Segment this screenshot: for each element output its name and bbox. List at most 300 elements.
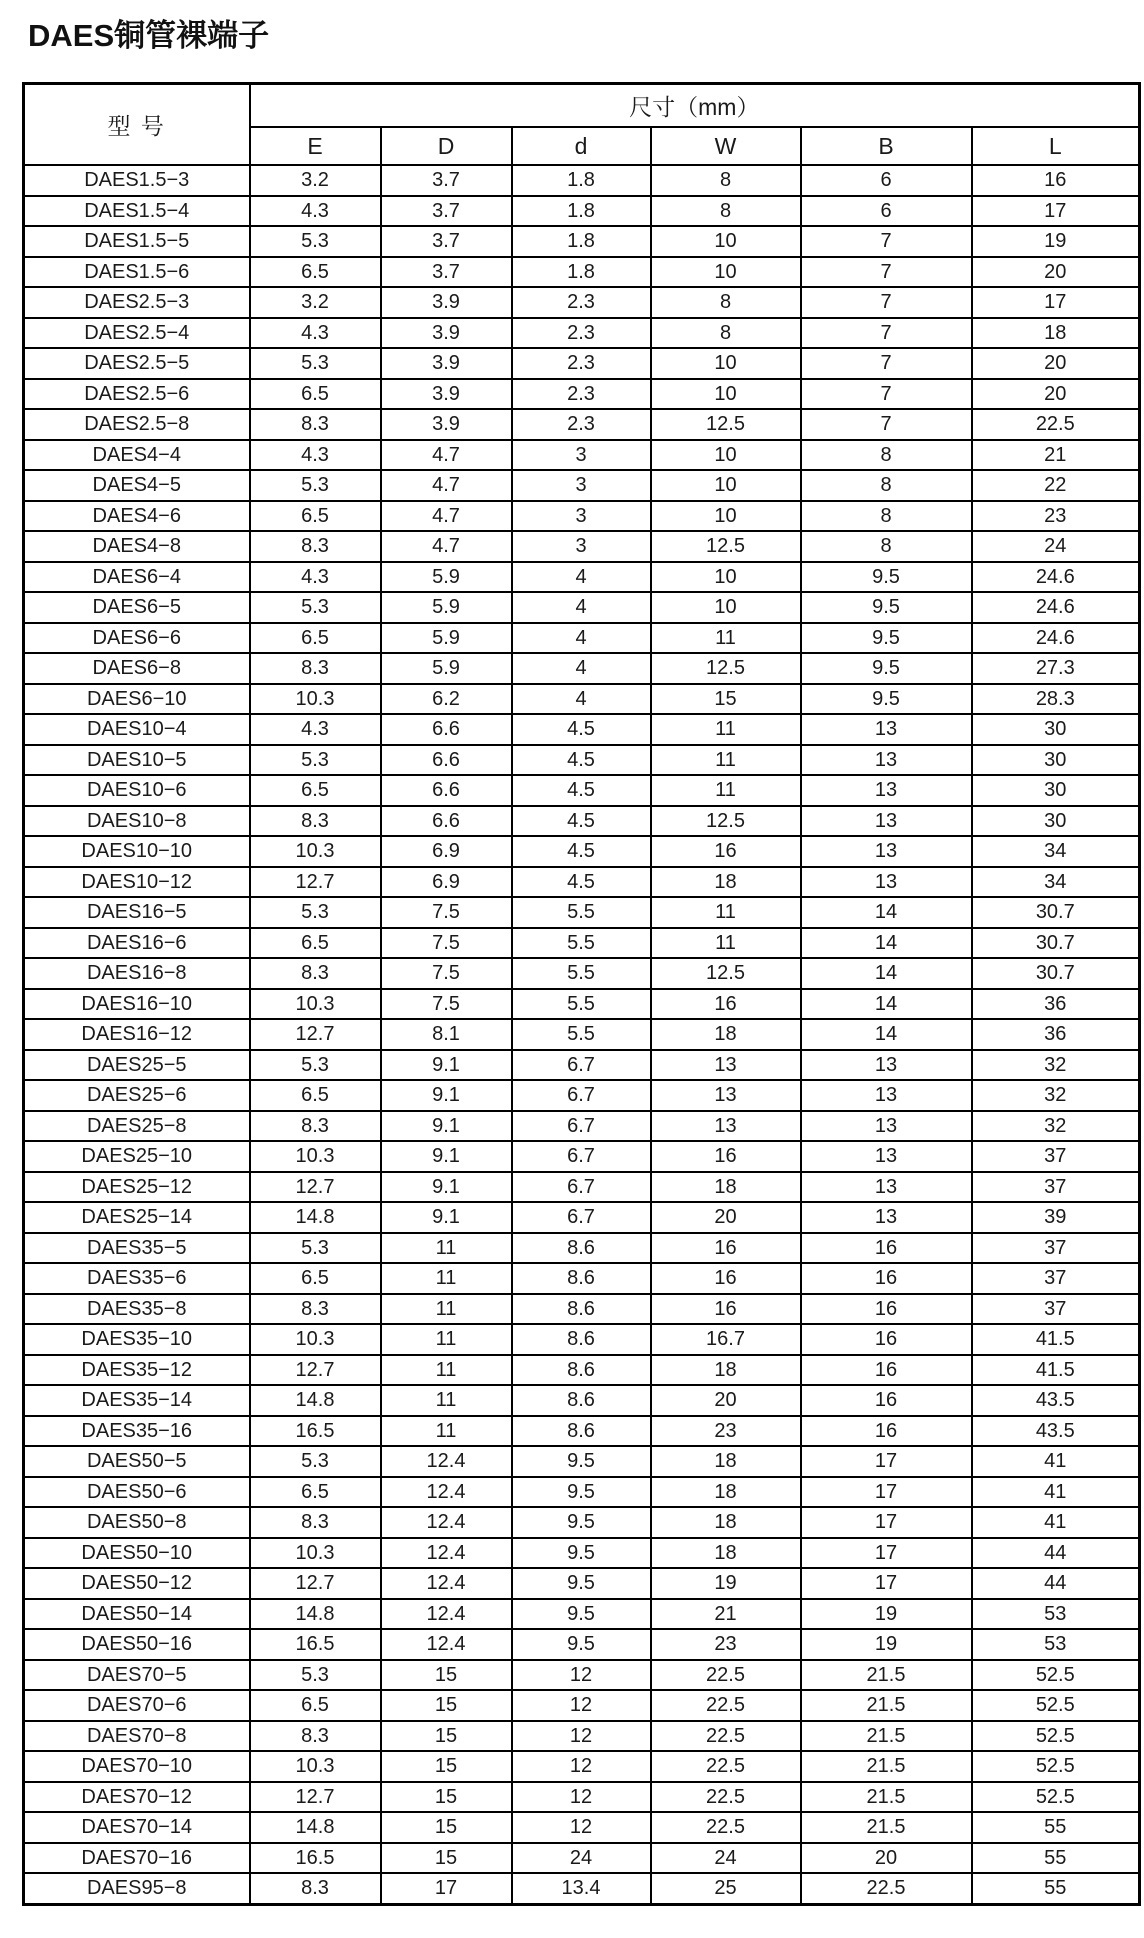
value-cell: 8.6 <box>512 1294 651 1325</box>
value-cell: 9.5 <box>801 653 972 684</box>
value-cell: 44 <box>972 1568 1140 1599</box>
table-row <box>24 775 1140 806</box>
value-cell: 5.3 <box>250 1446 381 1477</box>
value-cell: 17 <box>801 1538 972 1569</box>
value-cell: 20 <box>972 348 1140 379</box>
value-cell: 14 <box>801 958 972 989</box>
value-cell: 24.6 <box>972 623 1140 654</box>
value-cell: 37 <box>972 1263 1140 1294</box>
value-cell: 5.3 <box>250 897 381 928</box>
value-cell: 12.5 <box>651 409 801 440</box>
value-cell: 8.3 <box>250 958 381 989</box>
table-row <box>24 1507 1140 1538</box>
value-cell: 6.7 <box>512 1172 651 1203</box>
value-cell: 8 <box>651 287 801 318</box>
value-cell: 10 <box>651 257 801 288</box>
value-cell: 24.6 <box>972 592 1140 623</box>
value-cell: 13 <box>651 1111 801 1142</box>
value-cell: 12 <box>512 1690 651 1721</box>
value-cell: 22.5 <box>651 1751 801 1782</box>
model-cell: DAES2.5−5 <box>24 348 250 379</box>
table-row <box>24 592 1140 623</box>
value-cell: 12.7 <box>250 1355 381 1386</box>
table-row <box>24 531 1140 562</box>
value-cell: 4.5 <box>512 714 651 745</box>
value-cell: 43.5 <box>972 1385 1140 1416</box>
table-row <box>24 714 1140 745</box>
value-cell: 17 <box>801 1446 972 1477</box>
value-cell: 21.5 <box>801 1812 972 1843</box>
value-cell: 16 <box>651 1141 801 1172</box>
value-cell: 34 <box>972 836 1140 867</box>
value-cell: 8.3 <box>250 531 381 562</box>
value-cell: 22.5 <box>651 1721 801 1752</box>
value-cell: 12 <box>512 1812 651 1843</box>
table-row <box>24 989 1140 1020</box>
value-cell: 16 <box>651 989 801 1020</box>
table-row <box>24 1751 1140 1782</box>
table-row <box>24 348 1140 379</box>
value-cell: 8.6 <box>512 1385 651 1416</box>
value-cell: 12.7 <box>250 1782 381 1813</box>
value-cell: 9.1 <box>381 1080 512 1111</box>
value-cell: 10 <box>651 470 801 501</box>
model-cell: DAES4−4 <box>24 440 250 471</box>
value-cell: 12.5 <box>651 531 801 562</box>
value-cell: 11 <box>381 1263 512 1294</box>
model-cell: DAES35−14 <box>24 1385 250 1416</box>
value-cell: 10 <box>651 226 801 257</box>
value-cell: 11 <box>651 775 801 806</box>
value-cell: 8.3 <box>250 1294 381 1325</box>
value-cell: 52.5 <box>972 1721 1140 1752</box>
value-cell: 14 <box>801 1019 972 1050</box>
model-cell: DAES25−5 <box>24 1050 250 1081</box>
model-cell: DAES25−14 <box>24 1202 250 1233</box>
value-cell: 24 <box>651 1843 801 1874</box>
value-cell: 13 <box>801 714 972 745</box>
value-cell: 7.5 <box>381 958 512 989</box>
value-cell: 8 <box>801 531 972 562</box>
value-cell: 5.5 <box>512 1019 651 1050</box>
value-cell: 11 <box>651 897 801 928</box>
model-cell: DAES50−8 <box>24 1507 250 1538</box>
value-cell: 1.8 <box>512 226 651 257</box>
value-cell: 6.7 <box>512 1141 651 1172</box>
value-cell: 5.9 <box>381 653 512 684</box>
value-cell: 41.5 <box>972 1324 1140 1355</box>
value-cell: 16 <box>651 1294 801 1325</box>
value-cell: 18 <box>651 1446 801 1477</box>
value-cell: 14.8 <box>250 1812 381 1843</box>
value-cell: 13 <box>801 836 972 867</box>
model-cell: DAES10−5 <box>24 745 250 776</box>
table-row <box>24 1324 1140 1355</box>
value-cell: 18 <box>651 1538 801 1569</box>
value-cell: 16 <box>801 1294 972 1325</box>
value-cell: 6.6 <box>381 745 512 776</box>
table-row <box>24 409 1140 440</box>
value-cell: 3 <box>512 470 651 501</box>
value-cell: 53 <box>972 1599 1140 1630</box>
value-cell: 8.6 <box>512 1233 651 1264</box>
value-cell: 7.5 <box>381 897 512 928</box>
table-row <box>24 1599 1140 1630</box>
table-row <box>24 196 1140 227</box>
table-row <box>24 897 1140 928</box>
value-cell: 5.3 <box>250 745 381 776</box>
value-cell: 16 <box>651 836 801 867</box>
value-cell: 5.3 <box>250 1233 381 1264</box>
value-cell: 28.3 <box>972 684 1140 715</box>
model-cell: DAES6−6 <box>24 623 250 654</box>
value-cell: 19 <box>801 1629 972 1660</box>
value-cell: 53 <box>972 1629 1140 1660</box>
value-cell: 8 <box>651 318 801 349</box>
table-row <box>24 1172 1140 1203</box>
value-cell: 8.6 <box>512 1416 651 1447</box>
value-cell: 32 <box>972 1080 1140 1111</box>
model-cell: DAES50−12 <box>24 1568 250 1599</box>
value-cell: 30 <box>972 806 1140 837</box>
table-row <box>24 165 1140 196</box>
value-cell: 17 <box>801 1568 972 1599</box>
value-cell: 8.6 <box>512 1355 651 1386</box>
value-cell: 13 <box>801 867 972 898</box>
model-cell: DAES10−8 <box>24 806 250 837</box>
value-cell: 37 <box>972 1141 1140 1172</box>
table-row <box>24 562 1140 593</box>
table-row <box>24 1629 1140 1660</box>
value-cell: 7.5 <box>381 989 512 1020</box>
model-cell: DAES25−10 <box>24 1141 250 1172</box>
value-cell: 11 <box>381 1294 512 1325</box>
value-cell: 12.5 <box>651 806 801 837</box>
model-cell: DAES35−10 <box>24 1324 250 1355</box>
model-cell: DAES2.5−3 <box>24 287 250 318</box>
value-cell: 10 <box>651 592 801 623</box>
value-cell: 25 <box>651 1873 801 1904</box>
value-cell: 9.1 <box>381 1050 512 1081</box>
value-cell: 6 <box>801 165 972 196</box>
table-row <box>24 745 1140 776</box>
table-row <box>24 684 1140 715</box>
value-cell: 6.6 <box>381 806 512 837</box>
table-row <box>24 1660 1140 1691</box>
value-cell: 19 <box>972 226 1140 257</box>
value-cell: 3.9 <box>381 409 512 440</box>
value-cell: 8.3 <box>250 806 381 837</box>
value-cell: 18 <box>651 1477 801 1508</box>
value-cell: 10.3 <box>250 836 381 867</box>
value-cell: 55 <box>972 1812 1140 1843</box>
value-cell: 12.7 <box>250 1019 381 1050</box>
value-cell: 16 <box>972 165 1140 196</box>
value-cell: 7 <box>801 379 972 410</box>
model-cell: DAES35−6 <box>24 1263 250 1294</box>
value-cell: 41 <box>972 1477 1140 1508</box>
value-cell: 30.7 <box>972 928 1140 959</box>
model-cell: DAES70−10 <box>24 1751 250 1782</box>
value-cell: 4.7 <box>381 470 512 501</box>
value-cell: 11 <box>651 745 801 776</box>
value-cell: 15 <box>381 1721 512 1752</box>
value-cell: 16.7 <box>651 1324 801 1355</box>
value-cell: 7 <box>801 348 972 379</box>
table-row <box>24 287 1140 318</box>
value-cell: 5.5 <box>512 958 651 989</box>
value-cell: 15 <box>381 1660 512 1691</box>
value-cell: 10 <box>651 348 801 379</box>
value-cell: 14.8 <box>250 1385 381 1416</box>
value-cell: 6.5 <box>250 1263 381 1294</box>
model-cell: DAES6−10 <box>24 684 250 715</box>
value-cell: 15 <box>381 1690 512 1721</box>
value-cell: 7 <box>801 287 972 318</box>
value-cell: 2.3 <box>512 379 651 410</box>
value-cell: 6 <box>801 196 972 227</box>
value-cell: 22.5 <box>651 1660 801 1691</box>
value-cell: 36 <box>972 989 1140 1020</box>
value-cell: 6.5 <box>250 1690 381 1721</box>
value-cell: 8 <box>801 501 972 532</box>
value-cell: 5.5 <box>512 928 651 959</box>
value-cell: 9.5 <box>512 1599 651 1630</box>
model-cell: DAES6−4 <box>24 562 250 593</box>
value-cell: 18 <box>651 1355 801 1386</box>
value-cell: 11 <box>381 1416 512 1447</box>
value-cell: 3.9 <box>381 287 512 318</box>
value-cell: 9.1 <box>381 1111 512 1142</box>
value-cell: 17 <box>972 287 1140 318</box>
model-cell: DAES25−8 <box>24 1111 250 1142</box>
value-cell: 7 <box>801 257 972 288</box>
model-cell: DAES50−10 <box>24 1538 250 1569</box>
model-cell: DAES25−12 <box>24 1172 250 1203</box>
table-row <box>24 653 1140 684</box>
value-cell: 22.5 <box>651 1812 801 1843</box>
table-row <box>24 1721 1140 1752</box>
table-row <box>24 1294 1140 1325</box>
value-cell: 16.5 <box>250 1629 381 1660</box>
value-cell: 4.5 <box>512 867 651 898</box>
value-cell: 44 <box>972 1538 1140 1569</box>
value-cell: 12.4 <box>381 1446 512 1477</box>
value-cell: 1.8 <box>512 196 651 227</box>
value-cell: 13.4 <box>512 1873 651 1904</box>
value-cell: 10.3 <box>250 1324 381 1355</box>
page-title: DAES铜管裸端子 <box>28 18 270 53</box>
value-cell: 16 <box>801 1233 972 1264</box>
value-cell: 7 <box>801 409 972 440</box>
value-cell: 16.5 <box>250 1843 381 1874</box>
value-cell: 11 <box>381 1233 512 1264</box>
model-cell: DAES50−5 <box>24 1446 250 1477</box>
value-cell: 41 <box>972 1446 1140 1477</box>
value-cell: 12.4 <box>381 1629 512 1660</box>
value-cell: 21.5 <box>801 1660 972 1691</box>
model-cell: DAES70−14 <box>24 1812 250 1843</box>
value-cell: 3 <box>512 501 651 532</box>
value-cell: 13 <box>801 775 972 806</box>
value-cell: 23 <box>651 1416 801 1447</box>
value-cell: 3.2 <box>250 165 381 196</box>
value-cell: 21 <box>651 1599 801 1630</box>
table-body <box>24 165 1140 1904</box>
value-cell: 52.5 <box>972 1782 1140 1813</box>
value-cell: 12.7 <box>250 867 381 898</box>
value-cell: 4.3 <box>250 562 381 593</box>
model-cell: DAES50−14 <box>24 1599 250 1630</box>
value-cell: 18 <box>972 318 1140 349</box>
dimension-spec-table <box>22 82 1141 1906</box>
table-row <box>24 1812 1140 1843</box>
value-cell: 9.1 <box>381 1202 512 1233</box>
value-cell: 13 <box>801 1111 972 1142</box>
value-cell: 9.5 <box>512 1538 651 1569</box>
model-cell: DAES16−12 <box>24 1019 250 1050</box>
value-cell: 11 <box>651 928 801 959</box>
value-cell: 9.5 <box>801 592 972 623</box>
value-cell: 11 <box>651 714 801 745</box>
dimension-group-header: 尺寸（mm） <box>250 84 1140 128</box>
value-cell: 13 <box>801 1172 972 1203</box>
value-cell: 9.5 <box>512 1477 651 1508</box>
value-cell: 16 <box>801 1385 972 1416</box>
value-cell: 17 <box>801 1507 972 1538</box>
value-cell: 8.3 <box>250 653 381 684</box>
value-cell: 3.9 <box>381 379 512 410</box>
value-cell: 4 <box>512 562 651 593</box>
value-cell: 9.5 <box>512 1568 651 1599</box>
value-cell: 22.5 <box>801 1873 972 1904</box>
table-row <box>24 1111 1140 1142</box>
value-cell: 12.4 <box>381 1507 512 1538</box>
value-cell: 5.9 <box>381 592 512 623</box>
value-cell: 10 <box>651 501 801 532</box>
table-row <box>24 1477 1140 1508</box>
model-cell: DAES50−6 <box>24 1477 250 1508</box>
value-cell: 16 <box>801 1263 972 1294</box>
table-row <box>24 806 1140 837</box>
value-cell: 24.6 <box>972 562 1140 593</box>
value-cell: 17 <box>972 196 1140 227</box>
value-cell: 6.9 <box>381 867 512 898</box>
value-cell: 13 <box>651 1080 801 1111</box>
value-cell: 36 <box>972 1019 1140 1050</box>
value-cell: 8 <box>801 470 972 501</box>
table-row <box>24 440 1140 471</box>
column-header-B: B <box>801 127 972 165</box>
value-cell: 37 <box>972 1172 1140 1203</box>
value-cell: 52.5 <box>972 1690 1140 1721</box>
value-cell: 32 <box>972 1111 1140 1142</box>
model-cell: DAES50−16 <box>24 1629 250 1660</box>
value-cell: 52.5 <box>972 1751 1140 1782</box>
value-cell: 12.5 <box>651 653 801 684</box>
value-cell: 8.3 <box>250 409 381 440</box>
value-cell: 9.1 <box>381 1141 512 1172</box>
model-cell: DAES35−5 <box>24 1233 250 1264</box>
value-cell: 9.5 <box>512 1507 651 1538</box>
table-row <box>24 1446 1140 1477</box>
value-cell: 15 <box>381 1843 512 1874</box>
value-cell: 13 <box>801 1202 972 1233</box>
value-cell: 12.4 <box>381 1477 512 1508</box>
model-cell: DAES6−5 <box>24 592 250 623</box>
value-cell: 52.5 <box>972 1660 1140 1691</box>
value-cell: 41.5 <box>972 1355 1140 1386</box>
value-cell: 12 <box>512 1751 651 1782</box>
value-cell: 4.7 <box>381 531 512 562</box>
table-row <box>24 501 1140 532</box>
value-cell: 6.5 <box>250 623 381 654</box>
value-cell: 21 <box>972 440 1140 471</box>
value-cell: 10.3 <box>250 1141 381 1172</box>
value-cell: 11 <box>651 623 801 654</box>
value-cell: 11 <box>381 1355 512 1386</box>
value-cell: 22.5 <box>651 1690 801 1721</box>
value-cell: 5.3 <box>250 1660 381 1691</box>
model-cell: DAES70−5 <box>24 1660 250 1691</box>
model-cell: DAES10−6 <box>24 775 250 806</box>
table-row <box>24 1263 1140 1294</box>
model-column-header: 型 号 <box>24 84 250 166</box>
value-cell: 5.3 <box>250 592 381 623</box>
value-cell: 16 <box>801 1355 972 1386</box>
model-cell: DAES25−6 <box>24 1080 250 1111</box>
value-cell: 21.5 <box>801 1721 972 1752</box>
value-cell: 8.3 <box>250 1873 381 1904</box>
value-cell: 8.6 <box>512 1324 651 1355</box>
value-cell: 6.5 <box>250 257 381 288</box>
table-row <box>24 1690 1140 1721</box>
table-row <box>24 1050 1140 1081</box>
model-cell: DAES35−12 <box>24 1355 250 1386</box>
value-cell: 12.7 <box>250 1172 381 1203</box>
value-cell: 5.3 <box>250 470 381 501</box>
model-cell: DAES10−12 <box>24 867 250 898</box>
value-cell: 23 <box>972 501 1140 532</box>
value-cell: 4 <box>512 623 651 654</box>
table-row <box>24 1873 1140 1904</box>
value-cell: 8 <box>651 196 801 227</box>
value-cell: 6.7 <box>512 1080 651 1111</box>
value-cell: 12 <box>512 1782 651 1813</box>
value-cell: 3.9 <box>381 348 512 379</box>
value-cell: 13 <box>801 1141 972 1172</box>
value-cell: 30.7 <box>972 958 1140 989</box>
model-cell: DAES70−8 <box>24 1721 250 1752</box>
value-cell: 7 <box>801 318 972 349</box>
value-cell: 30 <box>972 775 1140 806</box>
value-cell: 9.1 <box>381 1172 512 1203</box>
model-cell: DAES35−16 <box>24 1416 250 1447</box>
value-cell: 20 <box>972 257 1140 288</box>
value-cell: 14.8 <box>250 1202 381 1233</box>
model-cell: DAES16−8 <box>24 958 250 989</box>
value-cell: 10 <box>651 379 801 410</box>
value-cell: 15 <box>381 1751 512 1782</box>
value-cell: 24 <box>512 1843 651 1874</box>
value-cell: 6.7 <box>512 1111 651 1142</box>
value-cell: 2.3 <box>512 318 651 349</box>
value-cell: 8.3 <box>250 1111 381 1142</box>
model-cell: DAES70−12 <box>24 1782 250 1813</box>
value-cell: 1.8 <box>512 165 651 196</box>
value-cell: 30 <box>972 745 1140 776</box>
column-header-D: D <box>381 127 512 165</box>
